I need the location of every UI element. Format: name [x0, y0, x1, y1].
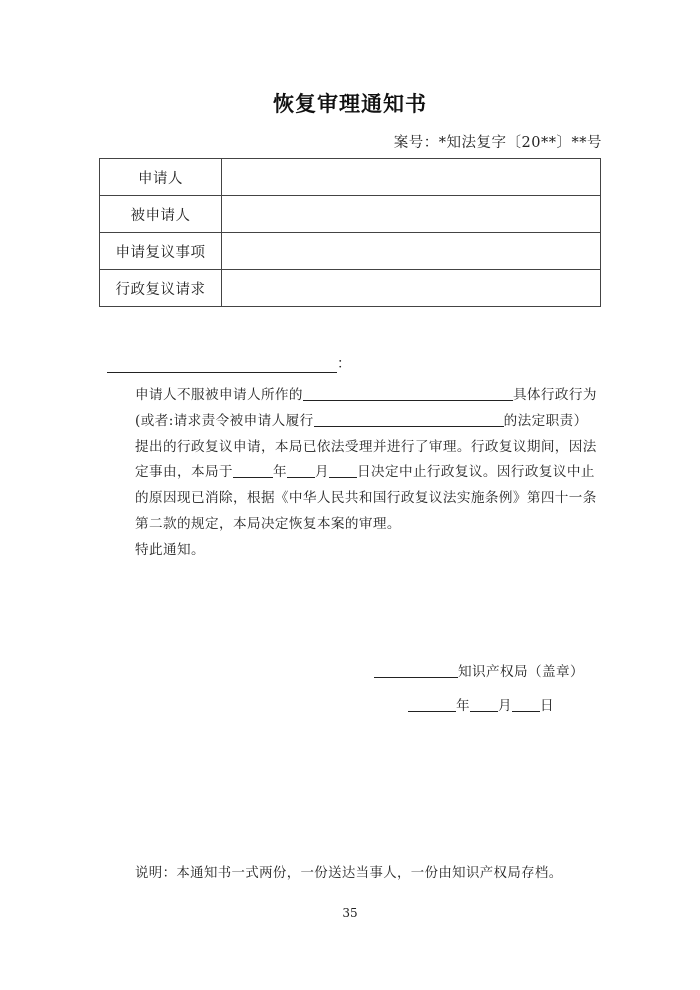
blank-line — [408, 697, 456, 712]
table-value — [222, 159, 601, 196]
notice-body — [107, 383, 597, 564]
addressee-blank — [107, 358, 337, 373]
body-text: 申请人不服被申请人所作的 — [135, 387, 303, 403]
body-text: 具体行政行为(或者:请求责令被申请人履行 — [135, 387, 597, 429]
addressee-line — [107, 353, 357, 371]
table-value — [222, 233, 601, 270]
date-text: 年 — [456, 698, 470, 714]
body-text: 日决定中止行政复议。因行政复议中止的原因现已消除，根据《中华人民共和国行政复议法实施条例》第四十一条第二款的规定，本局决定恢复本案的审理。 — [135, 464, 597, 532]
date-text: 月 — [498, 698, 512, 714]
blank-line — [233, 463, 273, 478]
info-table — [99, 158, 601, 307]
case-number: 案号：*知法复字〔20**〕**号 — [393, 135, 602, 151]
closing-text: 特此通知。 — [135, 541, 205, 558]
table-row — [100, 159, 601, 196]
table-label: 行政复议请求 — [100, 270, 222, 307]
blank-line — [287, 463, 315, 478]
date-text: 日 — [540, 698, 554, 714]
table-row — [100, 233, 601, 270]
table-row — [100, 196, 601, 233]
table-label: 被申请人 — [100, 196, 222, 233]
authority-text: 知识产权局（盖章） — [458, 664, 584, 680]
page-title: 恢复审理通知书 — [273, 92, 427, 116]
explanation-note: 说明：本通知书一式两份，一份送达当事人，一份由知识产权局存档。 — [135, 866, 563, 881]
table-label: 申请人 — [100, 159, 222, 196]
blank-line — [374, 663, 458, 678]
table-value — [222, 196, 601, 233]
body-text: 的法定职责）提出的行政复议申请，本局已依法受理并进行了审理。行政复议期间，因法定事由，本局于 — [135, 412, 597, 481]
blank-line — [314, 412, 504, 427]
table-label: 申请复议事项 — [100, 233, 222, 270]
blank-line — [303, 386, 513, 401]
blank-line — [329, 463, 357, 478]
blank-line — [512, 697, 540, 712]
body-paragraph — [107, 383, 597, 538]
body-text: 年 — [272, 464, 287, 481]
page-number: 35 — [342, 906, 358, 920]
table-value — [222, 270, 601, 307]
signature-authority — [374, 660, 584, 680]
signature-date — [408, 694, 554, 714]
addressee-colon: ： — [337, 356, 351, 372]
blank-line — [470, 697, 498, 712]
table-row — [100, 270, 601, 307]
body-text: 月 — [314, 464, 329, 481]
